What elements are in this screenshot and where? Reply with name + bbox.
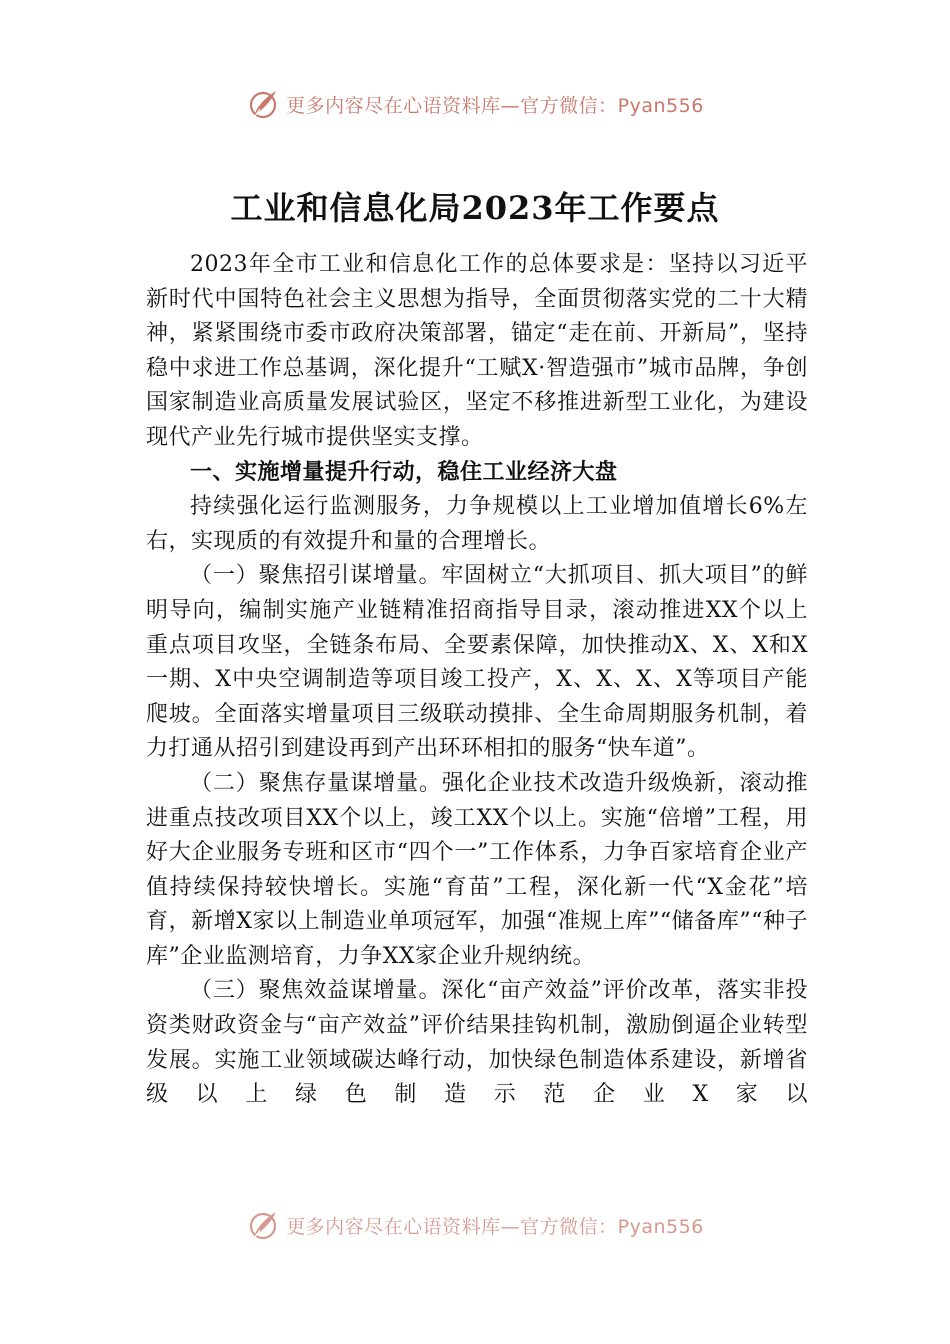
item-paragraph-3 bbox=[146, 974, 808, 1112]
section-heading: 一、实施增量提升行动，稳住工业经济大盘 bbox=[190, 459, 618, 485]
feather-quill-icon bbox=[246, 87, 280, 121]
item-heading-3: （三）聚焦效益谋增量。 bbox=[190, 978, 442, 1004]
watermark-text: 更多内容尽在心语资料库—官方微信：Pyan556 bbox=[286, 1215, 704, 1238]
item-paragraph-2 bbox=[146, 767, 808, 975]
section-paragraph: 持续强化运行监测服务，力争规模以上工业增加值增长6%左右，实现质的有效提升和量的合理增长。 bbox=[146, 494, 808, 554]
item-body-3: 深化“亩产效益”评价改革，落实非投资类财政资金与“亩产效益”评价结果挂钩机制，激励倒逼企业转型发展。实施工业领域碳达峰行动，加快绿色制造体系建设，新增省级以上绿色制造示范企业X家以 bbox=[146, 978, 808, 1108]
item-paragraph-1 bbox=[146, 559, 808, 767]
feather-quill-icon bbox=[246, 1208, 280, 1242]
document-body bbox=[146, 248, 808, 1113]
item-heading-2: （二）聚焦存量谋增量。 bbox=[190, 770, 442, 796]
item-body-1: 牢固树立“大抓项目、抓大项目”的鲜明导向，编制实施产业链精准招商指导目录，滚动推进XX个以上重点项目攻坚，全链条布局、全要素保障，加快推动X、X、X和X一期、X中央空调制造等项目竣工投产，X、X、X、X等项目产能爬坡。全面落实增量项目三级联动摸排、全生命周期服务机制，着力打通从招引到建设再到产出环环相扣的服务“快车道”。 bbox=[146, 563, 808, 762]
watermark-footer bbox=[0, 1205, 950, 1245]
watermark-header bbox=[0, 84, 950, 124]
item-body-2: 强化企业技术改造升级焕新，滚动推进重点技改项目XX个以上，竣工XX个以上。实施“倍增”工程，用好大企业服务专班和区市“四个一”工作体系，力争百家培育企业产值持续保持较快增长。实施“育苗”工程，深化新一代“X金花”培育，新增X家以上制造业单项冠军，加强“准规上库”“储备库”“种子库”企业监测培育，力争XX家企业升规纳统。 bbox=[146, 770, 808, 969]
watermark-text: 更多内容尽在心语资料库—官方微信：Pyan556 bbox=[286, 94, 704, 117]
item-heading-1: （一）聚焦招引谋增量。 bbox=[190, 563, 442, 589]
page-title: 工业和信息化局2023年工作要点 bbox=[230, 189, 720, 227]
intro-paragraph: 2023年全市工业和信息化工作的总体要求是：坚持以习近平新时代中国特色社会主义思想为指导，全面贯彻落实党的二十大精神，紧紧围绕市委市政府决策部署，锚定“走在前、开新局”，坚持稳中求进工作总基调，深化提升“工赋X·智造强市”城市品牌，争创国家制造业高质量发展试验区，坚定不移推进新型工业化，为建设现代产业先行城市提供坚实支撑。 bbox=[146, 252, 808, 450]
